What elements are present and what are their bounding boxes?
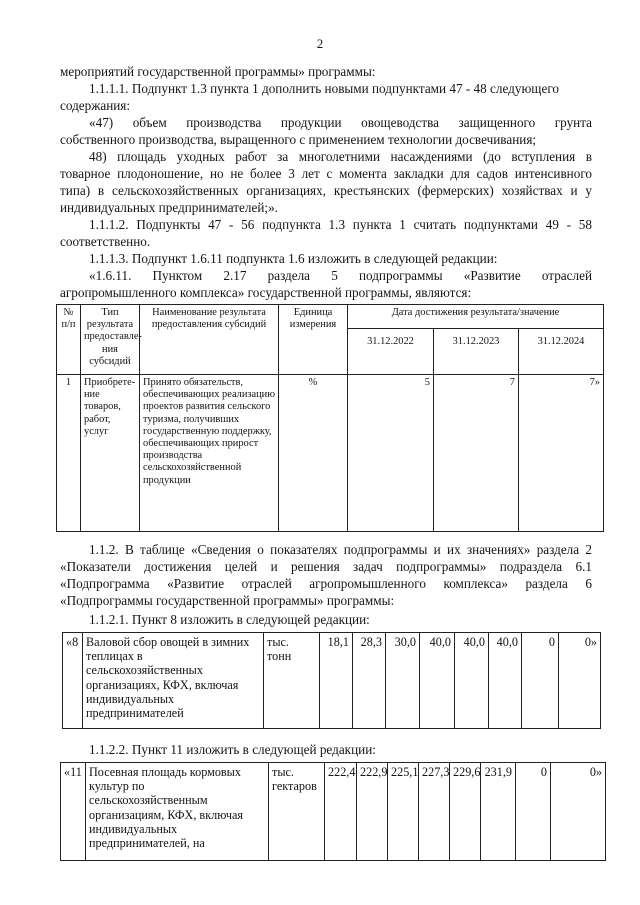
indicator-value: 229,6	[450, 763, 481, 861]
header-name: Наименование результата предоставления субсидий	[140, 305, 279, 375]
cell-name: Принято обязательств, обеспечивающих реализацию проектов развития сельского туризма, получивших государственную поддержку, обеспечивающих прирост производства сельскохозяйственной продукции	[140, 375, 279, 532]
results-table	[56, 304, 604, 532]
text-line: индивидуальных предпринимателей;».	[60, 200, 278, 215]
header-date-group: Дата достижения результата/значение	[348, 305, 604, 329]
indicator-table-11	[60, 762, 606, 861]
indicator-value: 40,0	[420, 633, 455, 729]
text-line: 1.1.2.1. Пункт 8 изложить в следующей редакции:	[89, 612, 370, 627]
indicator-value: 222,4	[325, 763, 357, 861]
text-line: «Показатели достижения целей и решения задач подпрограммы» подраздела 6.1	[60, 559, 592, 574]
indicator-value: 28,3	[353, 633, 386, 729]
text-line: типа) в сельскохозяйственных организациях, крестьянских (фермерских) хозяйствах и у	[60, 183, 592, 198]
page-number: 2	[316, 36, 324, 51]
text-line: «1.6.11. Пунктом 2.17 раздела 5 подпрограммы «Развитие отраслей	[89, 268, 592, 283]
header-date: 31.12.2024	[519, 329, 604, 375]
text-line: 1.1.2.2. Пункт 11 изложить в следующей редакции:	[89, 742, 376, 757]
indicator-value: 0	[522, 633, 559, 729]
indicator-value: 227,3	[419, 763, 450, 861]
indicator-value: 40,0	[455, 633, 489, 729]
text-line: товарное плодоношение, но не более 3 лет с момента закладки для садов интенсивного	[60, 166, 592, 181]
indicator-value: 30,0	[386, 633, 420, 729]
text-line: «Подпрограммы государственной программы» программы:	[60, 593, 395, 608]
header-unit: Единица измерения	[279, 305, 348, 375]
text-line: 48) площадь уходных работ за многолетними насаждениями (до вступления в	[89, 149, 592, 164]
text-line: 1.1.2. В таблице «Сведения о показателях подпрограммы и их значениях» раздела 2	[89, 542, 592, 557]
indicator-unit: тыс. гектаров	[269, 763, 325, 861]
text-line: мероприятий государственной программы» программы:	[60, 64, 376, 79]
indicator-table-8	[62, 632, 601, 729]
indicator-value: 18,1	[320, 633, 353, 729]
text-line: «47) объем производства продукции овощеводства защищенного грунта	[89, 115, 592, 130]
indicator-value: 225,1	[388, 763, 419, 861]
indicator-value: 0»	[559, 633, 601, 729]
text-line: «Подпрограмма «Развитие отраслей агропромышленного комплекса» раздела 6	[60, 576, 592, 591]
header-num: № п/п	[57, 305, 81, 375]
header-date: 31.12.2022	[348, 329, 434, 375]
cell-value: 7	[434, 375, 519, 532]
indicator-value: 0	[516, 763, 551, 861]
row-num: «11	[61, 763, 86, 861]
text-line: собственного производства, выращенного с применением технологии досвечивания;	[60, 132, 537, 147]
indicator-value: 231,9	[481, 763, 516, 861]
indicator-value: 0»	[551, 763, 606, 861]
header-type: Тип результата предоставле-ния субсидий	[81, 305, 140, 375]
cell-value: 7»	[519, 375, 604, 532]
indicator-value: 40,0	[489, 633, 522, 729]
row-num: «8	[63, 633, 83, 729]
cell-value: 5	[348, 375, 434, 532]
indicator-name: Валовой сбор овощей в зимних теплицах в сельскохозяйственных организациях, КФХ, включая индивидуальных предпринимателей	[83, 633, 264, 729]
indicator-unit: тыс. тонн	[264, 633, 320, 729]
text-line: содержания:	[60, 98, 131, 113]
text-line: агропромышленного комплекса» государственной программы, являются:	[60, 285, 472, 300]
text-line: 1.1.1.2. Подпункты 47 - 56 подпункта 1.3 пункта 1 считать подпунктами 49 - 58	[89, 217, 592, 232]
text-line: соответственно.	[60, 234, 151, 249]
cell-type: Приобрете-ние товаров, работ, услуг	[81, 375, 140, 532]
header-date: 31.12.2023	[434, 329, 519, 375]
cell-num: 1	[57, 375, 81, 532]
text-line: 1.1.1.3. Подпункт 1.6.11 подпункта 1.6 изложить в следующей редакции:	[89, 251, 498, 266]
text-line: 1.1.1.1. Подпункт 1.3 пункта 1 дополнить новыми подпунктами 47 - 48 следующего	[89, 81, 559, 96]
indicator-name: Посевная площадь кормовых культур по сельскохозяйственным организациям, КФХ, включая индивидуальных предпринимателей, на	[86, 763, 269, 861]
cell-unit: %	[279, 375, 348, 532]
indicator-value: 222,9	[357, 763, 388, 861]
